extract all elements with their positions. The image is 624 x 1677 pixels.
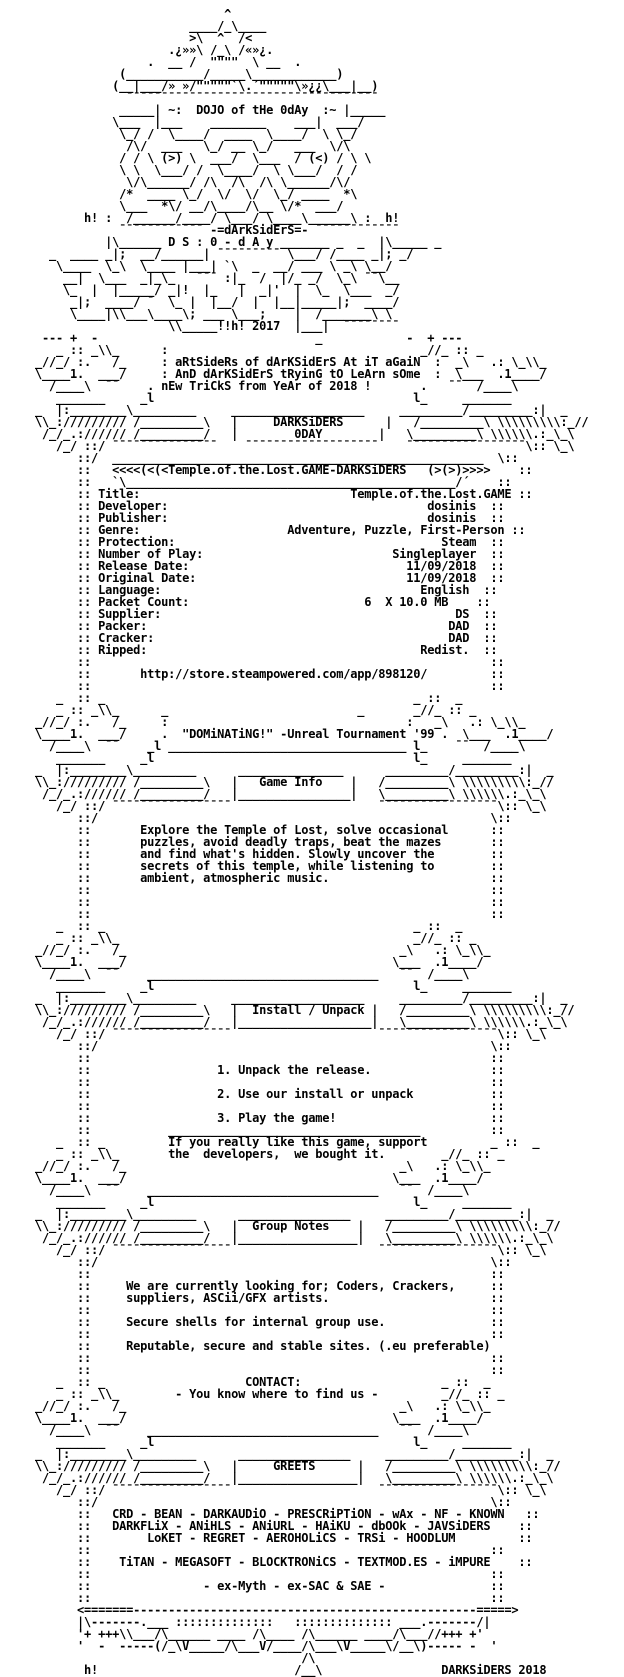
nfo-line: _ :: _\\_ : _//_ :: _ [0,343,484,357]
nfo-line: _______ _l l_ _______ [0,979,512,993]
nfo-line: :: Number of Play: Singleplayer :: [0,547,505,561]
nfo-line: :: Protection: Steam :: [0,535,505,549]
nfo-line: /_/ ::/ ¯¯¯¯¯¯¯¯¯¯¯¯¯¯¯¯¯ ¯¯¯¯¯¯¯¯¯¯¯¯¯¯¯¯¯\:: \_\ [0,799,547,813]
nfo-line: :: Cracker: DAD :: [0,631,498,645]
nfo-line: ::/ \:: [0,1255,512,1269]
nfo-line: ::/ \:: [0,1495,512,1509]
nfo-line: \____1. ___/ \___ .1____/ [0,1411,484,1425]
nfo-line: :: Genre: Adventure, Puzzle, First-Person :: [0,523,526,537]
nfo-line: h! : /______/____/ \___/ \____\______\ : h! [0,211,400,225]
nfo-line: :: :: [0,679,505,693]
nfo-line: :: :: [0,1363,505,1377]
nfo-line: \___ *\/ __/\____/\__ \/* ___/ [0,199,344,213]
nfo-line: _//_/ :. /_ : : _\ .: \_\\_ [0,715,526,729]
nfo-line: \\_:///////// /_________\ | Game Info | /_________\ \\\\\\\\\:_// [0,775,554,789]
nfo-line: :: LoKET - REGRET - AEROHOLiCS - TRSi - HOODLUM :: [0,1531,533,1545]
nfo-line: \_/ / \____/ ____ \____/ \ \_/ [0,127,358,141]
nfo-line: .¿»»\ /_\ /«»¿. [0,43,274,57]
nfo-line: :: and find what's hidden. Slowly uncover the :: [0,847,505,861]
nfo-line: _ :: _\\_ - You know where to find us - _//_ :: _ [0,1387,505,1401]
nfo-line: :: secrets of this temple, while listening to :: [0,859,505,873]
nfo-line: _ :: _\\_ _//_ :: _ [0,931,477,945]
nfo-line: ::/ \:: [0,1039,512,1053]
nfo-line: :: TiTAN - MEGASOFT - BLOCKTRONiCS - TEXTMOD.ES - iMPURE :: [0,1555,533,1569]
nfo-line: ¯¯¯¯¯¯¯¯¯¯¯¯¯¯¯¯¯¯¯¯¯¯¯¯¯¯¯¯¯¯¯¯¯¯¯¯ [0,91,379,105]
nfo-line: \____1. ___/ \___ .1____/ [0,955,484,969]
nfo-line: :: suppliers, ASCii/GFX artists. :: [0,1291,505,1305]
nfo-line: :: :: [0,1051,505,1065]
nfo-line: \____1. ___/ . "DOMiNATiNG!" -Unreal Tournament '99 . \___ .1____/ [0,727,554,741]
nfo-line: _//_/ :. /_ : aRtSideRs of dArKSidErS At iT aGaiN : _\ .: \_\\_ [0,355,547,369]
nfo-line: _//_/ :. /_ _\ .: \_\\_ [0,1159,491,1173]
nfo-line: (___________/_____\____________) [0,67,344,81]
nfo-line: /____\ ¯¯ _________________________________ ¯¯ /____\ [0,967,470,981]
nfo-line: \____1. ___/ \___ .1____/ [0,1171,484,1185]
nfo-line: :: Release Date: 11/09/2018 :: [0,559,505,573]
nfo-line: :: puzzles, avoid deadly traps, beat the mazes :: [0,835,505,849]
nfo-line: :: <<<<(<(<Temple.of.the.Lost.GAME-DARKSiDERS (>(>)>>>> :: [0,463,533,477]
nfo-line: /_/ ::/ ¯¯¯¯¯¯¯¯¯¯¯¯¯¯¯¯¯ ¯¯¯¯¯¯¯¯¯¯¯¯¯¯¯¯¯\:: \_\ [0,1243,547,1257]
nfo-line: :: Reputable, secure and stable sites. (.eu preferable) [0,1339,491,1353]
nfo-line: ____/_\____ [0,19,267,33]
nfo-line: _____| ~: DOJO of tHe 0dAy :~ |_____ [0,103,386,117]
nfo-line: :: We are currently looking for; Coders, Crackers, :: [0,1279,505,1293]
nfo-line: :: Explore the Temple of Lost, solve occasional :: [0,823,505,837]
nfo-line: /* ____ \_/ \/ \/ \_/ ____ *\ [0,187,358,201]
nfo-line: :: Publisher: dosinis :: [0,511,505,525]
nfo-line: /_/_.:////// /_________/ |________________| \_________\ \\\\\\.:_\_\ [0,787,547,801]
nfo-line: /\ [0,1651,316,1665]
nfo-line: :: :: [0,1099,505,1113]
nfo-line: :: :: [0,1267,505,1281]
nfo-line: \/\______/ /\ /\ /\ \______/\/ [0,175,351,189]
nfo-line: _//_/ :. /_ _\ .: \_\\_ [0,1399,491,1413]
nfo-line: :: 2. Use our install or unpack :: [0,1087,505,1101]
nfo-line: _ |:________\_________ ___________________ _________/_________:| _ [0,403,568,417]
nfo-line: :: 1. Unpack the release. :: [0,1063,505,1077]
nfo-line: _______ _l l_ _______ [0,1435,512,1449]
nfo-line: . __ / """" \ __ . [0,55,302,69]
nfo-line: :: :: [0,883,505,897]
nfo-line: /____\ ¯¯ _________________________________ ¯¯ /____\ [0,1183,470,1197]
nfo-line: \\_:///////// /_________\ | GREETS | /_________\ \\\\\\\\\:_// [0,1459,561,1473]
nfo-line: '+ +++\\___/\______ ____ /\____ /\______ ____/\___//+++ +' [0,1627,484,1641]
nfo-line: ::/ \:: [0,811,512,825]
nfo-line: _ :: _\\_ the developers, we bought it. _//_ :: _ [0,1147,505,1161]
nfo-line: __| \___ _|_\_ ¯¯¯ :|_ / |/_ _/ \_\ ¯¯\__ [0,271,400,285]
nfo-line: /_/_.:////// /_________/ |_________________| \_________\ \\\\\\.:_\_\ [0,1231,554,1245]
nfo-line: :: Title: Temple.of.the.Lost.GAME :: [0,487,533,501]
nfo-line: :: :: [0,1351,505,1365]
nfo-line: >\ ^ /< [0,31,253,45]
nfo-line: :: :: [0,1075,505,1089]
nfo-line: _ :: _ CONTACT: _ :: _ [0,1375,491,1389]
nfo-line: :: Secure shells for internal group use. :: [0,1315,505,1329]
nfo-line: :: ambient, atmospheric music. :: [0,871,505,885]
nfo-line: :: `\_______________________________________________/´ :: [0,475,512,489]
nfo-line: \ \ \___/ / \____/ \ \___/ / / [0,163,358,177]
nfo-line: |\______ D S : 0 - d A y _______ _ _ |\_____ _ [0,235,442,249]
nfo-line: _______ _l l_ _______ [0,391,512,405]
nfo-line: \\_:///////// /_________\ | Group Notes | /_________\ \\\\\\\\\:_// [0,1219,561,1233]
nfo-line: \\_:///////// /_________\ | Install / Unpack | /_________\ \\\\\\\\\:_// [0,1003,575,1017]
nfo-line: ^ [0,7,232,21]
nfo-line: h! /__\ DARKSiDERS 2018 [0,1663,547,1677]
nfo-line: \\_____!!h! 2017 |___| ¯¯¯¯¯¯¯¯ [0,319,400,333]
nfo-line: /\/ ___ \_/ __ \_/ ___ \/\ [0,139,351,153]
nfo-line: <=======-------------------------------------------------=====> [0,1603,519,1617]
nfo-line: _ ____ _|; __/______| ¯¯¯¯¯¯¯¯¯ \___/ /____ _|; _/ [0,247,414,261]
nfo-line: :: :: [0,1327,505,1341]
nfo-line: :: Language: English :: [0,583,498,597]
nfo-line: _//_/ :. /_ _\ .: \_\\_ [0,943,491,957]
nfo-line: :: :: [0,907,505,921]
nfo-line: :: Supplier: DS :: [0,607,498,621]
nfo-line: ¯¯¯¯¯¯¯¯¯¯¯¯ -=dArkSidErS=- ¯¯¯¯¯¯¯¯¯¯¯¯ [0,223,400,237]
nfo-line: \____|\\___\____\; ___ \___; | /_______\ \ [0,307,393,321]
nfo-line: _______ _l l_ _______ [0,751,512,765]
nfo-line: :: :: [0,895,505,909]
nfo-line: :: ____________________________________ :: [0,1123,505,1137]
nfo-line: :: 3. Play the game! :: [0,1111,505,1125]
nfo-line: :: Packer: DAD :: [0,619,498,633]
nfo-line: :: Packet Count: 6 X 10.0 MB :: [0,595,491,609]
nfo-line: /_/_.:////// /_________/ |_________________| \_________\ \\\\\\.:_\_\ [0,1471,554,1485]
nfo-line: _ :: _ _ :: _ [0,691,463,705]
nfo-line: :: :: [0,1567,505,1581]
nfo-line: --- + - _ - + --- [0,331,463,345]
nfo-line: _______ _l l_ _______ [0,1195,512,1209]
nfo-line: \\_:///////// /_________\ | DARKSiDERS | /_________\ \\\\\\\\\:_// [0,415,589,429]
nfo-line: :: CRD - BEAN - DARKAUDiO - PRESCRiPTiON - wAx - NF - KNOWN :: [0,1507,540,1521]
nfo-line: \____ \_\ \____ |___| `\ _ __/ ___ \ _\ \__/ [0,259,393,273]
nfo-line: /____\ ¯¯ _l __________________________________ l_ ¯¯ /____\ [0,739,526,753]
nfo-line: /____\ ¯¯ _________________________________ ¯¯ /____\ [0,1423,470,1437]
nfo-line: /_/ ::/ ¯¯¯¯¯¯¯¯¯¯¯¯¯¯¯¯¯ ¯¯¯¯¯¯¯¯¯¯¯¯¯¯¯¯¯\:: \_\ [0,1483,547,1497]
nfo-line: ' - -----(/_\V_____/\___V/____/\___\V_____\/__\)----- - ' [0,1639,498,1653]
nfo-line: \____1. ___/ : AnD dArKSidErS tRyinG tO LeArn sOme : \___ .1____/ [0,367,547,381]
nfo-line: _ |:________\_________ ___________________ _________/_________:| _ [0,991,568,1005]
nfo-line: _|; ____/ ¯ \_ | |__/ | |__|_____|; ____/ [0,295,400,309]
nfo-line: :: - ex-Myth - ex-SAC & SAE - :: [0,1579,505,1593]
nfo-line: \___ |___ ________ ___| ___/ [0,115,365,129]
nfo-line: /____\ ¯¯ . nEw TriCkS from YeAr of 2018 ! . ¯¯ /____\ [0,379,519,393]
nfo-line: _ :: _\\_ _ _ _//_ :: _ [0,703,477,717]
nfo-line: :: Developer: dosinis :: [0,499,505,513]
nfo-line: :: :: [0,1303,505,1317]
nfo-line: /_/ ::/ ¯¯¯¯¯¯¯¯¯¯¯¯¯¯¯¯¯ ¯¯¯¯¯¯¯¯¯¯¯¯¯¯¯¯¯\:: \_\ [0,1027,547,1041]
nfo-line: \_ | |_____/ _|! |_ | _|' | \_ \___ _/ [0,283,400,297]
nfo-line: _ :: _ _ :: _ [0,919,463,933]
nfo-line: _ |:________\_________ ________________ _________/_________:| _ [0,1207,554,1221]
nfo-line: |\-------.___ :::::::::::::: :::::::::::::: ___.-------/| [0,1615,491,1629]
nfo-line: :: :: [0,655,505,669]
nfo-line: _ |:________\_________ ________________ _________/_________:| _ [0,1447,554,1461]
nfo-line: /_/_.:////// /_________/ |___________________| \_________\ \\\\\\.:_\_\ [0,1015,568,1029]
nfo-line: :: Original Date: 11/09/2018 :: [0,571,505,585]
nfo-line: :: Ripped: Redist. :: [0,643,498,657]
nfo-line: _ |:________\_________ _______________ _________/_________:| _ [0,763,554,777]
nfo-line: / / \ (>) \ ___/ \___ / (<) / \ \ [0,151,372,165]
nfo-line[interactable]: :: http://store.steampowered.com/app/898120/ :: [0,667,505,681]
nfo-line: :: :: [0,1543,505,1557]
nfo-line: /_/_.:////// /_________/ | 0DAY | \_________\ \\\\\\.:_\_\ [0,427,575,441]
nfo-line: :: DARKFLiX - ANiHLS - ANiURL - HAiKU - dbOOk - JAVSiDERS :: [0,1519,533,1533]
nfo-line: _ :: _ If you really like this game, support _ :: _ [0,1135,540,1149]
nfo-line: ::/ _____________________________________________________ \:: [0,451,519,465]
nfo-line: :: :: [0,1591,505,1605]
nfo-line: (__|___/» »/"""""`\.´"""""\»¿¿\___|__) [0,79,379,93]
nfo-line: /_/ ::/ ¯¯¯¯¯¯¯¯¯¯¯¯¯¯¯ ¯¯¯¯¯¯¯¯¯¯¯¯¯¯¯¯¯¯¯ ¯¯¯¯¯¯¯¯¯¯¯¯¯¯¯¯¯\:: \_\ [0,439,575,453]
